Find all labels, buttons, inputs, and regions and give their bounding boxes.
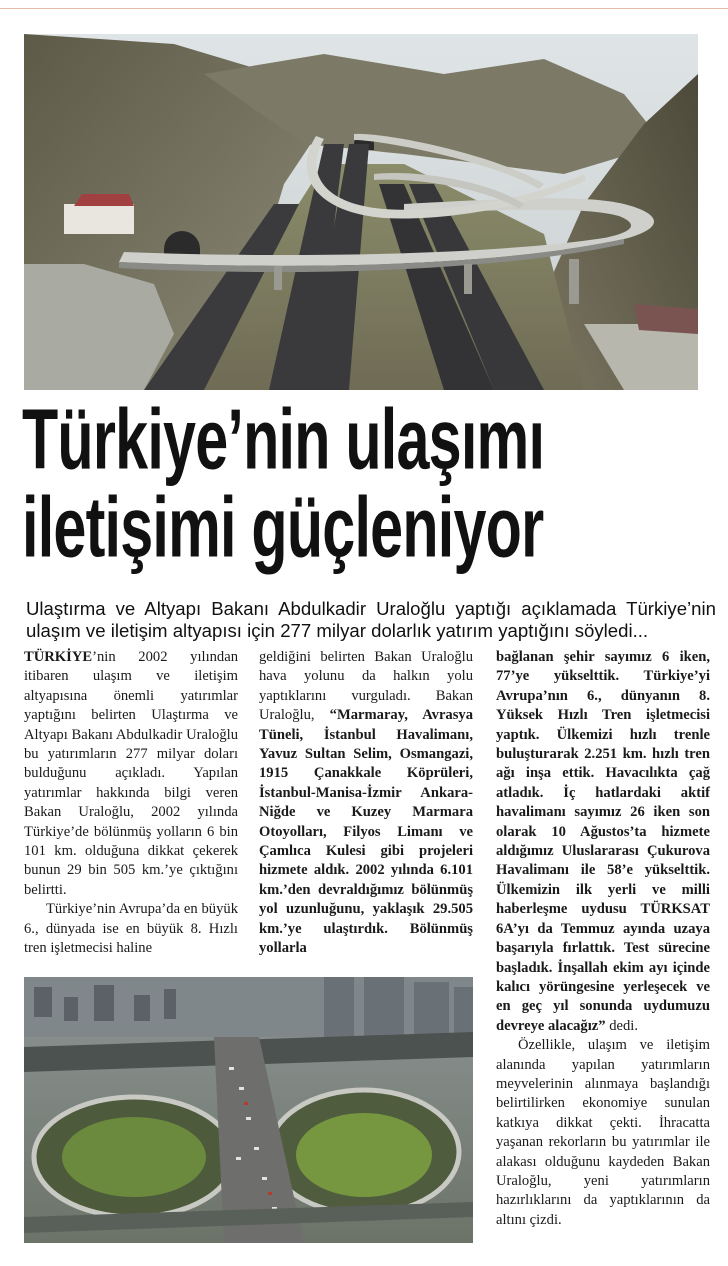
body-text: ’nin 2002 yılından itibaren ulaşım ve iletişim altyapısına önemli yatırımlar yaptığını belirten Ulaştırma ve Altyapı Bakanı Abdulkadir Uraloğlu bu yatırımların 277 milyar doları bulduğunu açıkladı. Yapılan yatırımlar hakkında bilgi veren Bakan Uraloğlu, 2002 yılında Türkiye’de bölünmüş yolların 6 bin 101 km. olduğuna dikkat çekerek bunun 29 bin 505 km.’ye çıktığını belirtti. xyxy=(24,649,238,898)
article-paragraph: Türkiye’nin Avrupa’da en büyük 6., dünyada ise en büyük 8. Hızlı tren işletmecisi haline xyxy=(24,901,238,957)
body-text: dedi. xyxy=(605,1017,638,1034)
article-column-3 xyxy=(496,648,710,1230)
article-paragraph xyxy=(259,648,473,959)
article-column-2 xyxy=(259,648,473,959)
aerial-city-interchange-photo xyxy=(24,977,473,1243)
minister-quote-continued: bağlanan şehir sayımız 6 iken, 77’ye yükselttik. Türkiye’yi Avrupa’nın 6., dünyanın 8. Yüksek Hızlı Tren işletmecisi yaptık. Ülkemizi hızlı trenle buluşturarak 2.251 km. hızlı tren ağı inşa ettik. Havacılıkta çağ atladık. İç hatlardaki aktif havalimanı sayımız 26 iken son olarak 10 Ağustos’ta hizmete aldığımız Uluslararası Çukurova Havalimanı ile 58’e yükselttik. Ülkemizin ilk yerli ve milli haberleşme uydusu TÜRKSAT 6A’yı da Temmuz ayında uzaya başarıyla fırlattık. Test sürecine başladık. İnşallah ekim ayı içinde kalıcı yörüngesine yerleşecek ve en geç yıl sonunda uydumuzu devreye alacağız” xyxy=(496,649,710,1034)
headline-line-2: iletişimi güçleniyor xyxy=(22,480,544,576)
minister-quote: “Marmaray, Avrasya Tüneli, İstanbul Havalimanı, Yavuz Sultan Selim, Osmangazi, 1915 Çanakkale Köprüleri, İstanbul-Manisa-İzmir Ankara-Niğde ve Kuzey Marmara Otoyolları, Filyos Limanı ve Çamlıca Kulesi gibi projeleri hizmete aldık. 2002 yılında 6.101 km.’den devraldığımız bölünmüş yol uzunluğunu, yaklaşık 29.505 km.’ye ulaştırdık. Bölünmüş yollarla xyxy=(259,707,473,957)
article-paragraph xyxy=(24,648,238,900)
article-paragraph xyxy=(496,648,710,1036)
article-paragraph: Özellikle, ulaşım ve iletişim alanında yapılan yatırımların meyvelerinin alınmaya başlandığı belirtilirken ekonomiye sunulan katkıya dikkat çekti. İhracatta yaşanan rekorların bu yatırımlar ile alakası olduğunu kaydeden Bakan Uraloğlu, yeni yatırımların hazırlıklarını da yaptıklarının da altını çizdi. xyxy=(496,1037,710,1228)
top-rule xyxy=(0,8,728,9)
highway-interchange-photo xyxy=(24,34,698,390)
article-column-1 xyxy=(24,648,238,959)
dateline: TÜRKİYE xyxy=(24,649,93,665)
article-deck: Ulaştırma ve Altyapı Bakanı Abdulkadir Uraloğlu yaptığı açıklamada Türkiye’nin ulaşım ve iletişim altyapısı için 277 milyar dolarlık yatırım yaptığını söyledi... xyxy=(26,598,716,641)
headline-line-1: Türkiye’nin ulaşımı xyxy=(22,392,545,488)
body-text: geldiğini belirten Bakan Uraloğlu hava yolunu da halkın yolu yaptıklarını vurguladı. Bakan Uraloğlu, xyxy=(259,649,473,724)
